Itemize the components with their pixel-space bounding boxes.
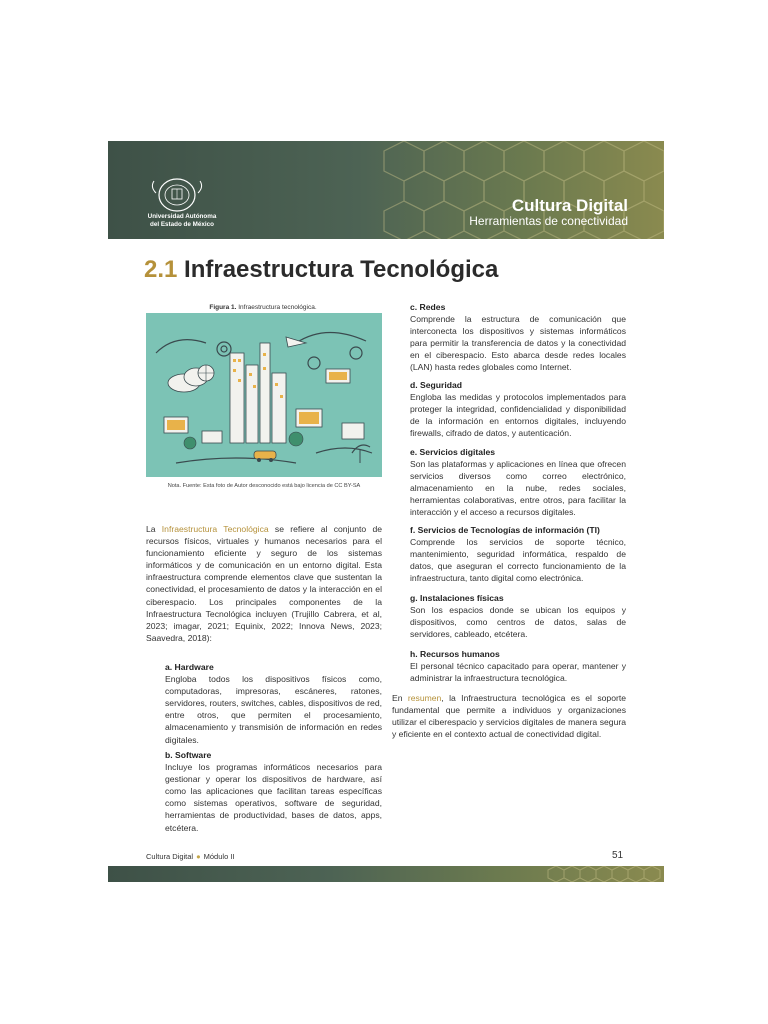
- item-servicios-digitales-title: e. Servicios digitales: [410, 447, 496, 457]
- item-seguridad-title: d. Seguridad: [410, 380, 463, 390]
- university-line1: Universidad Autónoma: [147, 213, 217, 220]
- section-title: Infraestructura Tecnológica: [184, 256, 499, 283]
- university-name: [142, 213, 222, 229]
- item-recursos-humanos-text: El personal técnico capacitado para operar, mantener y administrar la infraestructura tecnológica.: [410, 661, 626, 684]
- item-hardware-text: Engloba todos los dispositivos físicos como, computadoras, impresoras, escáneres, ratones, servidores, routers, switches, cables, dispositivos de red, entre otros, que permiten el procesamiento, almacenamiento y transmisión de información en redes digitales.: [165, 674, 382, 745]
- item-redes: [410, 301, 626, 374]
- footer-banner: [108, 866, 664, 882]
- infrastructure-illustration: [146, 313, 382, 477]
- university-line2: del Estado de México: [149, 221, 215, 228]
- figure-note: Nota. Fuente: Esta foto de Autor desconocido está bajo licencia de CC BY-SA: [167, 483, 361, 489]
- item-redes-text: Comprende la estructura de comunicación que interconecta los dispositivos y sistemas informáticos para permitir la transferencia de datos y la conectividad en el ciberespacio. Esto abarca desde redes locales (LAN) hasta redes globales como Internet.: [410, 314, 626, 373]
- figure-caption: [145, 304, 381, 311]
- summary-lead: En: [392, 693, 403, 703]
- item-hardware: [165, 661, 382, 746]
- footer-module: Módulo II: [203, 852, 235, 861]
- item-instalaciones-text: Son los espacios donde se ubican los equipos y dispositivos, como centros de datos, salas de servidores, cableado, etcétera.: [410, 605, 626, 640]
- item-recursos-humanos-title: h. Recursos humanos: [410, 649, 500, 659]
- item-instalaciones-title: g. Instalaciones físicas: [410, 593, 504, 603]
- summary-highlight: resumen: [407, 693, 442, 703]
- section-heading: [144, 256, 498, 284]
- item-software-text: Incluye los programas informáticos necesarios para gestionar y operar los dispositivos de hardware, así como las aplicaciones que facilitan tareas específicas como sistemas operativos, software de seguridad, herramientas de productividad, bases de datos, apps, etcétera.: [165, 762, 382, 833]
- item-software: [165, 749, 382, 834]
- item-servicios-ti-title: f. Servicios de Tecnologías de información (TI): [410, 525, 600, 535]
- header-banner: [108, 141, 664, 239]
- item-seguridad: [410, 379, 626, 439]
- footer-course: [146, 852, 235, 861]
- footer-course-name: Cultura Digital: [146, 852, 194, 861]
- summary-paragraph: [392, 692, 626, 740]
- course-title: Cultura Digital: [511, 196, 628, 215]
- footer-hexagon-pattern: [108, 866, 664, 882]
- course-subtitle: Herramientas de conectividad: [469, 214, 628, 228]
- item-seguridad-text: Engloba las medidas y protocolos implementados para proteger la integridad, confidencialidad y disponibilidad de la información en entornos digitales, incluyendo firewalls, cifrado de datos, y autenticación.: [410, 392, 626, 439]
- section-number: 2.1: [144, 256, 178, 283]
- technology-infrastructure-illustration: [146, 313, 382, 477]
- item-hardware-title: a. Hardware: [165, 662, 214, 672]
- footer-dot-icon: ●: [196, 852, 201, 861]
- intro-text: se refiere al conjunto de recursos físicos, virtuales y humanos necesarios para el funcionamiento eficiente y seguro de los sistemas informáticos y de comunicación en un entorno digital. Esta infraestructura comprende elementos clave que sustentan la conectividad, el procesamiento de datos y la interacción en el ciberespacio. Los principales componentes de la Infraestructura Tecnológica incluyen (Trujillo Cabrera, et al, 2023; imagar, 2021; Equinix, 2022; Innova News, 2023; Saavedra, 2018):: [146, 524, 382, 643]
- item-software-title: b. Software: [165, 750, 212, 760]
- intro-paragraph: [146, 523, 382, 644]
- item-servicios-ti-text: Comprende los servicios de soporte técnico, mantenimiento, seguridad informática, respaldo de datos, que aseguran el correcto funcionamiento de la infraestructura, tanto digital como electrónica.: [410, 537, 626, 584]
- figure-caption-text: Infraestructura tecnológica.: [238, 304, 317, 311]
- page-number: 51: [612, 850, 624, 861]
- summary-text: , la Infraestructura tecnológica es el soporte fundamental que permite a individuos y organizaciones utilizar el ciberespacio y servicios digitales de manera segura y eficiente en el contexto actual de conectividad digital.: [392, 693, 627, 740]
- intro-highlight: Infraestructura Tecnológica: [161, 524, 269, 534]
- item-instalaciones: [410, 592, 626, 640]
- item-recursos-humanos: [410, 648, 626, 684]
- item-redes-title: c. Redes: [410, 302, 446, 312]
- item-servicios-digitales-text: Son las plataformas y aplicaciones en línea que ofrecen servicios diversos como correo electrónico, almacenamiento en la nube, redes sociales, herramientas colaborativas, entre otros, para facilitar la interacción y el acceso a recursos digitales.: [410, 459, 626, 518]
- intro-lead: La: [146, 524, 156, 534]
- university-seal-icon: [148, 177, 206, 213]
- figure-label: Figura 1.: [209, 304, 237, 311]
- item-servicios-ti: [410, 524, 626, 584]
- item-servicios-digitales: [410, 446, 626, 519]
